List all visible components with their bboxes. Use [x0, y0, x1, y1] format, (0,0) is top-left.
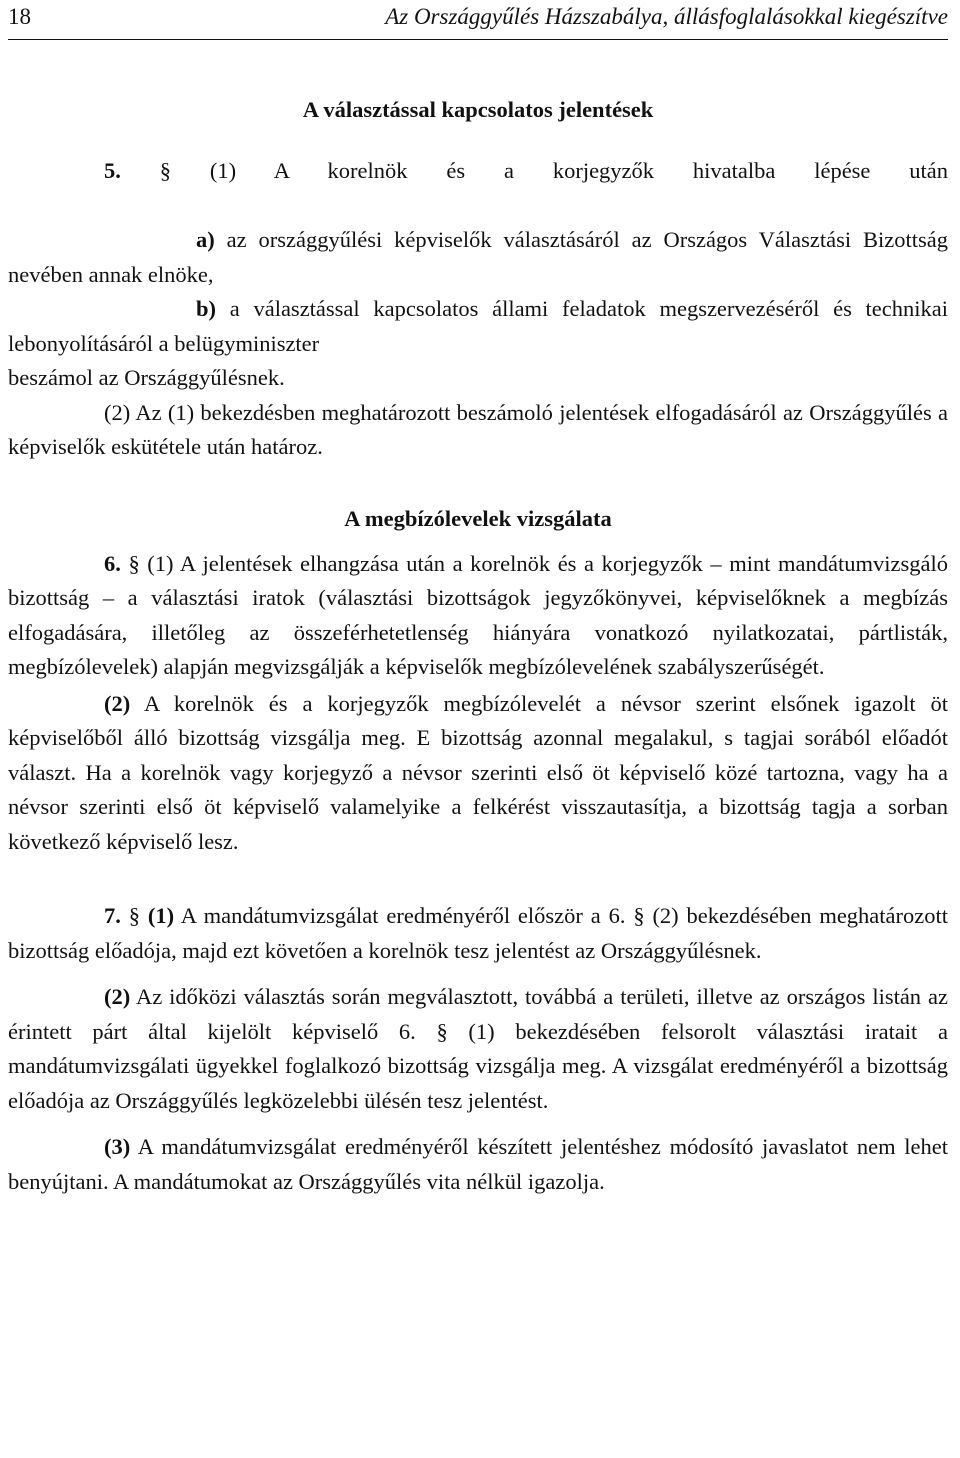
- paragraph-number: (1): [209, 158, 237, 183]
- section-7-paragraph-3: [8, 1130, 948, 1199]
- paragraph-number: (3): [104, 1134, 131, 1159]
- section-sign: §: [159, 158, 171, 183]
- paragraph-text: A jelentések elhangzása után a korelnök és a korjegyzők – mint mandátumvizsgáló bizottság – a választási iratok (választási bizottságok jegyzőkönyvei, képviselőknek a megbízás elfogadására, illetőleg az összeférhetetlenség hiányára vonatkozó nyilatkozatai, pártlisták, megbízólevelek) alapján megvizsgálják a képviselők megbízólevelének szabályszerűségét.: [8, 550, 948, 679]
- section-number: 6.: [104, 550, 121, 576]
- section-5-paragraph-1: [8, 154, 948, 223]
- point-text: az országgyűlési képviselők választásáról az Országos Választási Bizottság nevében annak elnöke,: [8, 227, 949, 287]
- section-6-paragraph-1: [8, 547, 948, 685]
- paragraph-text: Az (1) bekezdésben meghatározott beszámoló jelentések elfogadásáról az Országgyűlés a képviselők eskütétele után határoz.: [8, 399, 948, 459]
- paragraph-text: Az időközi választás során megválasztott, továbbá a területi, illetve az országos listán az érintett párt által kijelölt képviselő 6. § (1) bekezdésében felsorolt választási iratait a mandátumvizsgálati ügyekkel foglalkozó bizottság vizsgálja meg. A vizsgálat eredményéről a bizottság előadója az Országgyűlés legközelebbi ülésén tesz jelentést.: [8, 984, 948, 1113]
- running-title: Az Országgyűlés Házszabálya, állásfoglalásokkal kiegészítve: [385, 4, 948, 29]
- section-5-paragraph-2: [8, 396, 948, 465]
- paragraph-number: (2): [104, 984, 131, 1009]
- paragraph-text: A mandátumvizsgálat eredményéről először a 6. § (2) bekezdésében meghatározott bizottság előadója, majd ezt követően a korelnök tesz jelentést az Országgyűlésnek.: [8, 903, 949, 963]
- section-6-paragraph-2: [8, 687, 948, 860]
- paragraph-number: (2): [104, 690, 131, 716]
- header-rule: [8, 39, 948, 40]
- paragraph-number: (1): [147, 903, 175, 928]
- section-7-paragraph-2: [8, 980, 948, 1118]
- section-5-point-b: [8, 292, 948, 361]
- page-number: 18: [8, 4, 31, 29]
- section-number: 5.: [104, 158, 121, 183]
- section-sign: §: [128, 550, 140, 576]
- section-5-closing: beszámol az Országgyűlésnek.: [8, 365, 285, 390]
- page-header: [8, 4, 948, 34]
- section-sign: §: [128, 903, 140, 928]
- point-label: a): [196, 227, 215, 252]
- section-7-paragraph-1: [8, 899, 948, 968]
- section-5-point-a: [8, 223, 948, 292]
- section-number: 7.: [104, 903, 121, 928]
- paragraph-number: (1): [147, 550, 174, 576]
- point-text: a választással kapcsolatos állami feladatok megszervezéséről és technikai lebonyolításáról a belügyminiszter: [8, 296, 949, 356]
- paragraph-number: (2): [104, 399, 131, 425]
- paragraph-text: A korelnök és a korjegyzők megbízólevelét a névsor szerint elsőnek igazolt öt képviselőből álló bizottság vizsgálja meg. E bizottság azonnal megalakul, s tagjai sorából előadót választ. Ha a korelnök vagy korjegyző a névsor szerinti első öt képviselő közé tartozna, vagy ha a névsor szerinti első öt képviselő valamelyike a felkérést visszautasítja, a bizottság tagja a sorban következő képviselő lesz.: [8, 690, 949, 854]
- section-heading: A választással kapcsolatos jelentések: [302, 97, 654, 122]
- document-body: [8, 94, 948, 1199]
- point-label: b): [196, 296, 217, 321]
- paragraph-text: A korelnök és a korjegyzők hivatalba lépése után: [273, 158, 949, 183]
- section-heading: A megbízólevelek vizsgálata: [344, 505, 612, 531]
- paragraph-text: A mandátumvizsgálat eredményéről készített jelentéshez módosító javaslatot nem lehet benyújtani. A mandátumokat az Országgyűlés vita nélkül igazolja.: [8, 1134, 949, 1194]
